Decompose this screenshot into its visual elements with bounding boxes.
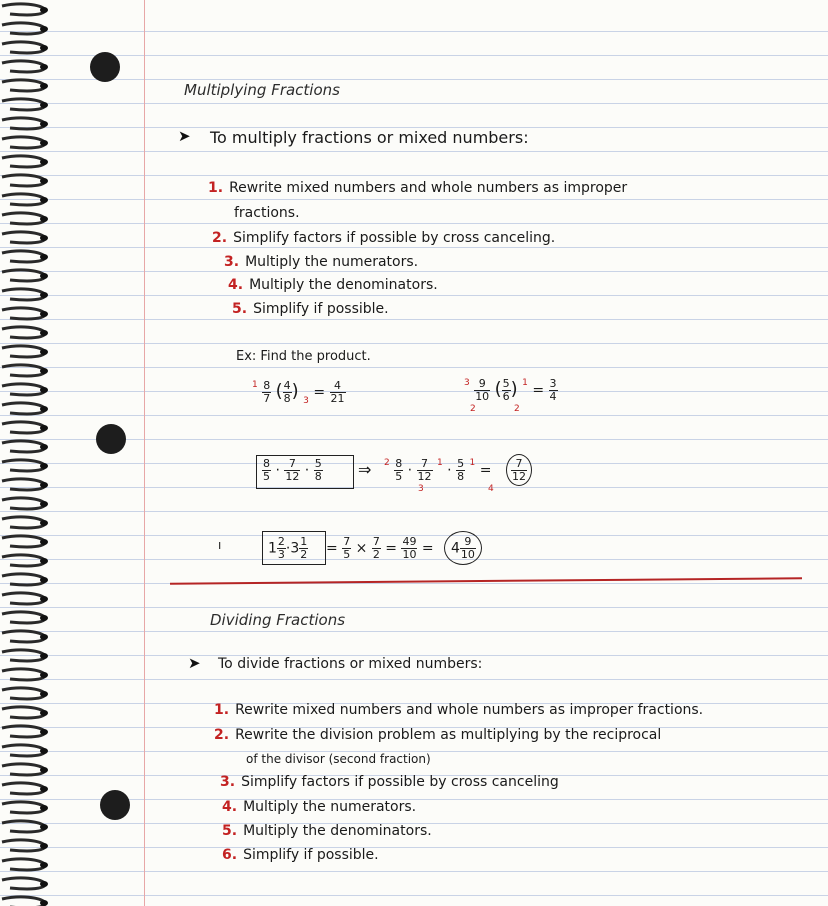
- spiral-hole: [40, 7, 48, 13]
- multiply-step-1: [208, 180, 627, 196]
- spiral-hole: [40, 691, 48, 697]
- spiral-hole: [40, 102, 48, 108]
- spiral-hole: [40, 273, 48, 279]
- step-text: Multiply the denominators.: [249, 277, 438, 293]
- fraction: $\frac{5}{8}$: [457, 457, 465, 483]
- spiral-coil: [2, 23, 46, 34]
- spiral-coil: [2, 403, 46, 414]
- spiral-coil: [2, 688, 46, 699]
- section-title-dividing: Dividing Fractions: [210, 611, 346, 629]
- spiral-coil: [2, 802, 46, 813]
- spiral-coil: [2, 783, 46, 794]
- spiral-coil: [2, 99, 46, 110]
- multiply-step-1-cont: fractions.: [234, 205, 300, 221]
- cancel-mark: 4: [488, 484, 494, 494]
- spiral-hole: [40, 824, 48, 830]
- spiral-coil: [2, 498, 46, 509]
- spiral-coil: [2, 327, 46, 338]
- spiral-coil: [2, 631, 46, 642]
- spiral-coil: [2, 821, 46, 832]
- example-2: $^3$ $\frac{9}{10}$ ( $\frac{5}{6}$ ) $^1$ = $\frac{3}{4}$ 2 2: [464, 377, 557, 414]
- divide-step-1: 1. Rewrite mixed numbers and whole numbers as improper fractions.: [214, 702, 704, 718]
- spiral-coil: [2, 422, 46, 433]
- spiral-coil: [2, 650, 46, 661]
- divide-heading: To divide fractions or mixed numbers:: [218, 656, 483, 672]
- fraction: $\frac{5}{6}$: [502, 377, 510, 403]
- spiral-coil: [2, 574, 46, 585]
- fraction: $\frac{8}{5}$: [263, 457, 270, 483]
- spiral-hole: [40, 406, 48, 412]
- cancel-mark: 1: [522, 377, 528, 388]
- spiral-coil: [2, 859, 46, 870]
- example-4-problem: 1 $\frac{2}{3}$ ·3 $\frac{1}{2}$: [268, 535, 308, 561]
- divide-step-5: 5. Multiply the denominators.: [222, 823, 432, 839]
- cancel-mark: 2: [470, 404, 476, 414]
- step-text: Simplify if possible.: [253, 301, 389, 317]
- spiral-hole: [40, 786, 48, 792]
- spiral-hole: [40, 748, 48, 754]
- implies-arrow-icon: ⇒: [358, 460, 372, 479]
- spiral-hole: [40, 178, 48, 184]
- spiral-coil: [2, 346, 46, 357]
- spiral-hole: [40, 368, 48, 374]
- spiral-hole: [40, 425, 48, 431]
- spiral-coil: [2, 308, 46, 319]
- fraction: $\frac{7}{12}$: [285, 457, 300, 483]
- multiply-heading: To multiply fractions or mixed numbers:: [210, 128, 529, 147]
- spiral-hole: [40, 596, 48, 602]
- spiral-coil: [2, 536, 46, 547]
- fraction: $\frac{8}{7}$: [263, 379, 271, 405]
- spiral-coil: [2, 593, 46, 604]
- spiral-hole: [40, 159, 48, 165]
- spiral-coil: [2, 384, 46, 395]
- multiply-step-3: [224, 254, 418, 270]
- example-3-problem: $\frac{8}{5}$ · $\frac{7}{12}$ · $\frac{5}{8}$: [263, 457, 322, 483]
- cancel-mark: 2: [514, 404, 520, 414]
- step-number: 3.: [224, 254, 240, 270]
- step-number: 4.: [228, 277, 244, 293]
- spiral-coil: [2, 878, 46, 889]
- spiral-hole: [40, 672, 48, 678]
- spiral-coil: [2, 175, 46, 186]
- cancel-mark: 2: [384, 457, 390, 468]
- spiral-coil: [2, 137, 46, 148]
- step-text: Simplify factors if possible by cross canceling.: [233, 230, 556, 246]
- spiral-hole: [40, 140, 48, 146]
- spiral-hole: [40, 235, 48, 241]
- divide-step-2-cont: of the divisor (second fraction): [246, 752, 431, 766]
- spiral-hole: [40, 349, 48, 355]
- punch-hole-top: [90, 52, 120, 82]
- spiral-coil: [2, 156, 46, 167]
- example-4-step1: = $\frac{7}{5}$ × $\frac{7}{2}$ = $\frac{49}{10}$ =: [326, 535, 434, 561]
- equals-sign: =: [313, 384, 326, 401]
- example-label: Ex: Find the product.: [236, 349, 371, 364]
- divide-step-3: 3. Simplify factors if possible by cross canceling: [220, 774, 559, 790]
- cancel-mark: 3: [464, 377, 470, 388]
- spiral-coil: [2, 726, 46, 737]
- spiral-hole: [40, 292, 48, 298]
- spiral-hole: [40, 501, 48, 507]
- spiral-hole: [40, 862, 48, 868]
- spiral-coil: [2, 4, 46, 15]
- fraction-result: $\frac{3}{4}$: [549, 377, 557, 403]
- fraction-result: $\frac{7}{12}$: [512, 457, 526, 483]
- spiral-hole: [40, 387, 48, 393]
- arrow-bullet-icon: ➤: [178, 127, 191, 145]
- spiral-hole: [40, 26, 48, 32]
- spiral-hole: [40, 558, 48, 564]
- example-4-result: 4 $\frac{9}{10}$: [451, 535, 475, 561]
- spiral-hole: [40, 83, 48, 89]
- spiral-hole: [40, 539, 48, 545]
- fraction: $\frac{9}{10}$: [475, 377, 490, 403]
- spiral-hole: [40, 653, 48, 659]
- spiral-coil: [2, 251, 46, 262]
- spiral-coil: [2, 441, 46, 452]
- fraction: $\frac{8}{5}$: [395, 457, 403, 483]
- punch-hole-bottom: [100, 790, 130, 820]
- fraction: $\frac{7}{12}$: [417, 457, 432, 483]
- spiral-hole: [40, 444, 48, 450]
- spiral-hole: [40, 197, 48, 203]
- spiral-hole: [40, 520, 48, 526]
- divide-step-4: 4. Multiply the numerators.: [222, 799, 417, 815]
- section-title-multiplying: Multiplying Fractions: [184, 81, 340, 99]
- arrow-bullet-icon: ➤: [188, 654, 201, 672]
- spiral-hole: [40, 463, 48, 469]
- spiral-coil: [2, 517, 46, 528]
- spiral-hole: [40, 710, 48, 716]
- spiral-hole: [40, 634, 48, 640]
- step-text: Rewrite mixed numbers and whole numbers as improper: [229, 180, 628, 196]
- divide-step-6: 6. Simplify if possible.: [222, 847, 379, 863]
- spiral-hole: [40, 121, 48, 127]
- cancel-mark: 1: [437, 457, 443, 468]
- spiral-coil: [2, 745, 46, 756]
- equals-sign: =: [532, 382, 545, 399]
- cancel-mark: 3: [418, 484, 424, 494]
- multiply-step-2: [212, 230, 555, 246]
- multiply-step-4: [228, 277, 438, 293]
- cancel-mark: 3: [303, 395, 309, 406]
- spiral-coil: [2, 232, 46, 243]
- spiral-hole: [40, 805, 48, 811]
- cancel-mark: 1: [469, 457, 476, 468]
- spiral-coil: [2, 80, 46, 91]
- step-text: Multiply the numerators.: [245, 254, 419, 270]
- spiral-coil: [2, 289, 46, 300]
- spiral-coil: [2, 213, 46, 224]
- step-number: 1.: [208, 180, 224, 196]
- spiral-coil: [2, 118, 46, 129]
- spiral-coil: [2, 669, 46, 680]
- spiral-coil: [2, 840, 46, 851]
- spiral-hole: [40, 767, 48, 773]
- fraction: $\frac{5}{8}$: [314, 457, 322, 483]
- spiral-hole: [40, 482, 48, 488]
- example-3-work: $^2$ $\frac{8}{5}$ · $\frac{7}{12}$ $^1$ · $\frac{5}{8}$ $^1$ = 3 4: [384, 457, 494, 494]
- spiral-hole: [40, 843, 48, 849]
- spiral-coil: [2, 61, 46, 72]
- spiral-coil: [2, 42, 46, 53]
- spiral-coil: [2, 612, 46, 623]
- spiral-hole: [40, 881, 48, 887]
- spiral-hole: [40, 615, 48, 621]
- section-divider: [170, 577, 802, 585]
- spiral-hole: [40, 64, 48, 70]
- example-3-result: [511, 458, 527, 483]
- spiral-hole: [40, 254, 48, 260]
- step-number: 2.: [212, 230, 228, 246]
- spiral-binding: [0, 0, 52, 906]
- spiral-hole: [40, 900, 48, 906]
- spiral-coil: [2, 460, 46, 471]
- cancel-mark: 1: [252, 379, 258, 390]
- spiral-coil: [2, 479, 46, 490]
- punch-hole-middle: [96, 424, 126, 454]
- fraction: $\frac{4}{8}$: [283, 379, 291, 405]
- multiply-step-5: [232, 301, 389, 317]
- spiral-hole: [40, 311, 48, 317]
- spiral-coil: [2, 365, 46, 376]
- spiral-coil: [2, 270, 46, 281]
- example-1: $^1$ $\frac{8}{7}$ ( $\frac{4}{8}$ ) $_3$ = $\frac{4}{21}$: [252, 379, 345, 406]
- spiral-coil: [2, 897, 46, 906]
- tick-mark: ı: [218, 538, 222, 552]
- spiral-coil: [2, 707, 46, 718]
- spiral-coil: [2, 194, 46, 205]
- spiral-hole: [40, 45, 48, 51]
- spiral-coil: [2, 555, 46, 566]
- margin-line: [144, 0, 145, 906]
- spiral-coil: [2, 764, 46, 775]
- spiral-hole: [40, 330, 48, 336]
- spiral-hole: [40, 577, 48, 583]
- step-number: 5.: [232, 301, 248, 317]
- spiral-hole: [40, 729, 48, 735]
- divide-step-2: 2. Rewrite the division problem as multiplying by the reciprocal: [214, 727, 662, 743]
- fraction-result: $\frac{4}{21}$: [330, 379, 345, 405]
- spiral-hole: [40, 216, 48, 222]
